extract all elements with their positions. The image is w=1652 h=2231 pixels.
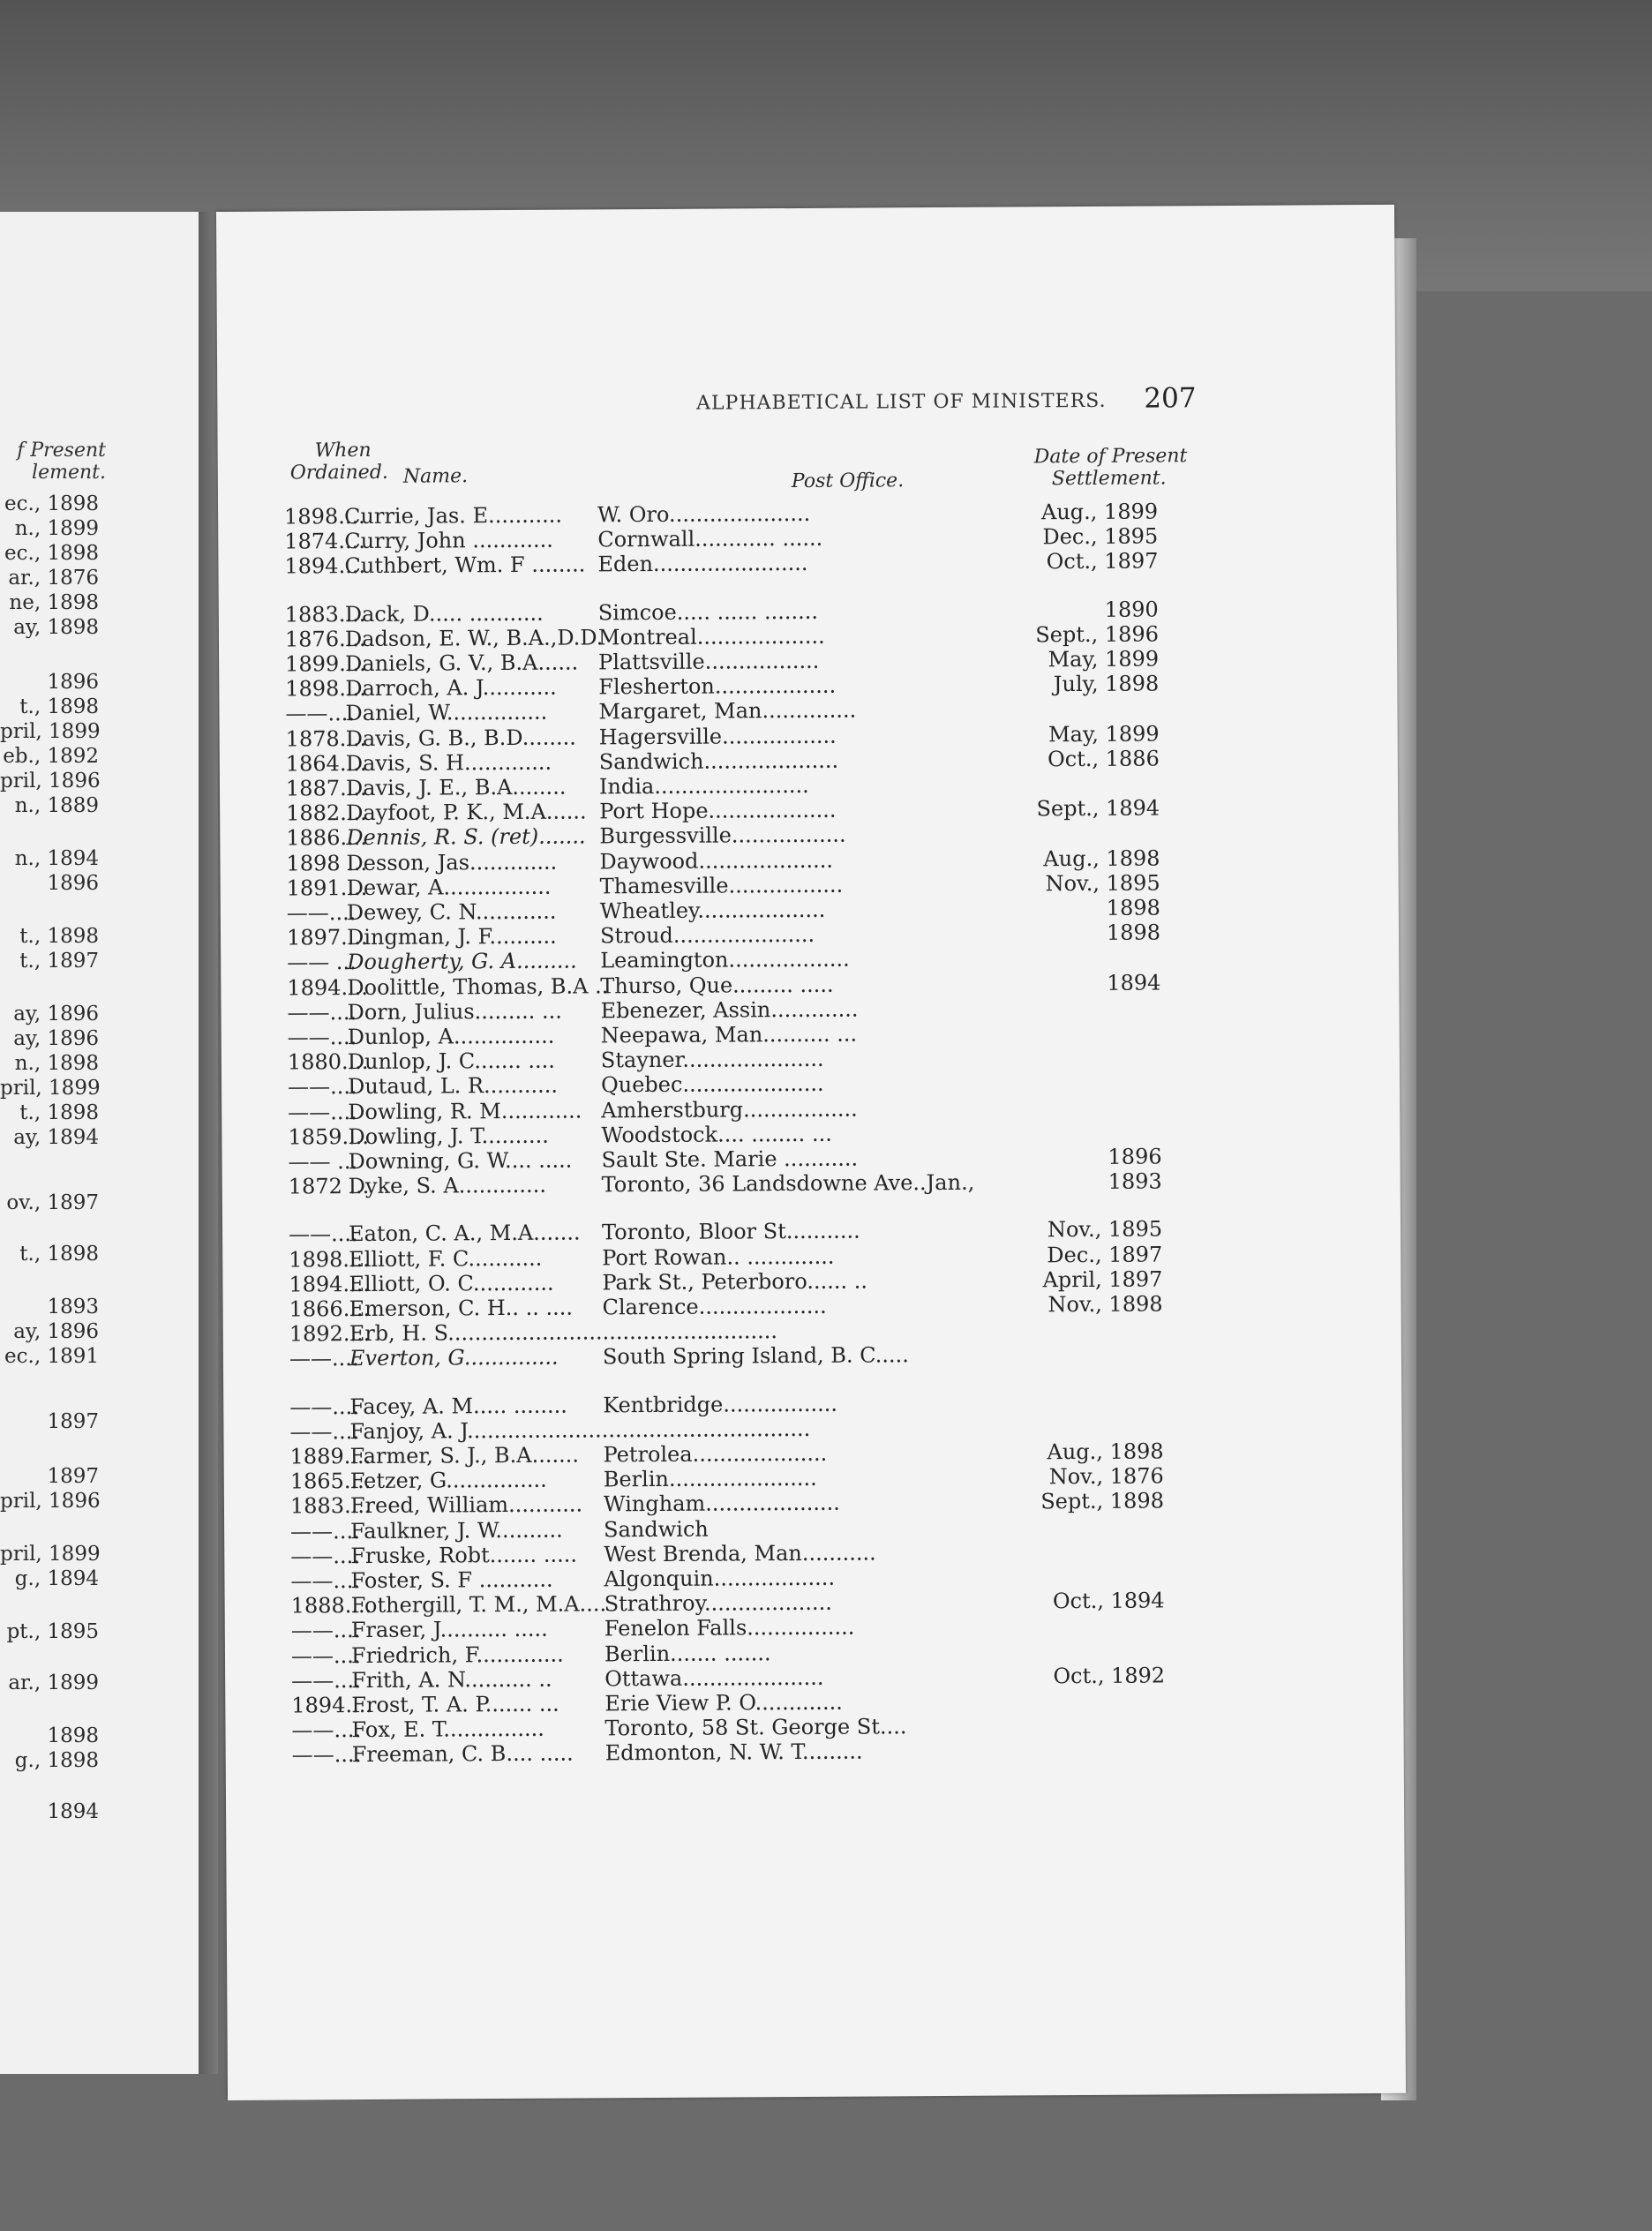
minister-name: Elliott, F. C........... [349, 1245, 543, 1272]
left-date-line: ov., 1897 [6, 1191, 99, 1214]
ordination-year: 1898.... [284, 503, 365, 530]
left-date-line: pt., 1895 [6, 1620, 99, 1643]
left-date-line: t., 1897 [19, 950, 99, 973]
ordination-year: ——.... [290, 1543, 360, 1569]
left-date-line: 1897 [47, 1410, 99, 1433]
minister-name: Fanjoy, A. J................................................... [349, 1416, 811, 1444]
post-office: Sandwich [604, 1516, 709, 1542]
left-column-header-line1: f Present [17, 439, 106, 462]
post-office: Fenelon Falls................ [604, 1615, 855, 1641]
left-date-line: n., 1898 [14, 1052, 99, 1075]
running-head: ALPHABETICAL LIST OF MINISTERS. [696, 389, 1107, 415]
settlement-date: Aug., 1898 [1043, 845, 1160, 871]
minister-name: Desson, Jas............. [346, 849, 558, 875]
ordination-year: ——.... [289, 1346, 359, 1371]
minister-name: Daniel, W............... [345, 700, 548, 726]
left-date-line: pril, 1896 [0, 770, 101, 792]
ordination-year: 1898.... [285, 676, 366, 702]
ordination-year: 1898 ... [286, 850, 368, 876]
settlement-date: Sept., 1894 [1036, 795, 1160, 822]
scan-background-bottom [0, 2100, 1652, 2231]
ordination-year: 1874.... [284, 529, 365, 554]
left-date-line: t., 1898 [19, 925, 99, 948]
minister-name: Cuthbert, Wm. F ........ [344, 552, 586, 579]
minister-name: Dutaud, L. R........... [347, 1073, 559, 1100]
ordination-year: ——.... [291, 1667, 361, 1694]
post-office: Hagersville................. [598, 723, 837, 749]
minister-name: Erb, H. S................................................. [349, 1318, 778, 1347]
minister-name: Dowling, R. M............ [348, 1098, 582, 1124]
post-office: Port Hope................... [599, 797, 837, 824]
left-page-fragment [0, 212, 201, 2074]
ordination-year: ——.... [288, 1221, 358, 1247]
settlement-date: Nov., 1895 [1045, 870, 1160, 897]
ordination-year: 1892.... [289, 1321, 371, 1347]
post-office: Petrolea.................... [603, 1440, 828, 1468]
left-date-line: ay, 1898 [13, 616, 99, 639]
post-office: Woodstock.... ........ ... [601, 1121, 832, 1148]
ordination-year: 1891.... [286, 875, 368, 901]
ordination-year: 1878.... [285, 725, 367, 752]
ordination-year: ——.... [291, 1742, 362, 1768]
ordination-year: ——.... [287, 1025, 357, 1050]
post-office: Thurso, Que......... ..... [600, 972, 834, 998]
post-office: Wheatley................... [599, 897, 826, 924]
ordination-year: ——.... [290, 1618, 361, 1643]
settlement-date: Nov., 1898 [1048, 1291, 1163, 1318]
ordination-year: 1894.... [289, 1271, 371, 1297]
post-office: Thamesville................. [599, 872, 844, 899]
ordination-year: ——.... [288, 1099, 357, 1125]
ordination-year: ——.... [290, 1568, 361, 1594]
col-head-ordained: Ordained. [289, 461, 388, 485]
minister-name: Davis, G. B., B.D........ [345, 725, 576, 751]
post-office: Burgessville................. [599, 823, 846, 849]
minister-name: Dougherty, G. A......... [347, 948, 577, 975]
ordination-year: 1887.... [285, 775, 367, 801]
minister-name: Fruske, Robt....... ..... [350, 1542, 577, 1568]
minister-name: Fothergill, T. M., M.A.... [350, 1591, 607, 1619]
ordination-year: 1876.... [284, 626, 366, 652]
minister-name: Davis, S. H............. [345, 749, 552, 776]
ordination-year: 1880.... [287, 1049, 369, 1075]
settlement-date: 1896 [1108, 1144, 1162, 1169]
left-date-line: 1894 [47, 1800, 99, 1823]
minister-name: Fraser, J.......... ..... [350, 1617, 548, 1643]
ordination-year: 1865.... [289, 1469, 372, 1494]
post-office: Plattsville................. [598, 648, 820, 675]
ordination-year: ——.... [289, 1393, 359, 1420]
post-office: Clarence................... [602, 1293, 827, 1320]
minister-name: Eaton, C. A., M.A....... [348, 1220, 581, 1247]
minister-name: Curry, John ............ [344, 527, 553, 554]
minister-name: Facey, A. M..... ........ [349, 1393, 567, 1419]
minister-name: Emerson, C. H.. .. .... [349, 1295, 574, 1322]
minister-name: Freeman, C. B.... ..... [351, 1740, 574, 1768]
minister-name: Fetzer, G............... [349, 1467, 547, 1494]
minister-name: Dack, D..... ........... [344, 600, 544, 627]
page-number: 207 [1144, 382, 1197, 415]
col-head-post-office: Post Office. [791, 469, 905, 493]
post-office: Berlin...................... [603, 1466, 817, 1492]
left-date-line: pril, 1899 [0, 720, 101, 743]
ordination-year: 1897.... [286, 925, 368, 950]
settlement-date [925, 1389, 1163, 1391]
left-date-line: t., 1898 [19, 1101, 99, 1124]
post-office: W. Oro..................... [597, 500, 811, 528]
settlement-date: Sept., 1896 [1035, 621, 1160, 648]
post-office: West Brenda, Man........... [604, 1540, 876, 1567]
settlement-date: Nov., 1895 [1047, 1216, 1163, 1243]
settlement-date: 1894 [1107, 970, 1161, 995]
ordination-year: 1889.... [289, 1443, 372, 1469]
ordination-year: ——.... [287, 1074, 357, 1100]
ordination-year: 1899.... [285, 650, 366, 677]
minister-entry [284, 549, 1158, 581]
minister-name: Foster, S. F ........... [350, 1566, 553, 1594]
minister-name: Fox, E. T............... [351, 1716, 544, 1743]
minister-name: Downing, G. W.... ..... [348, 1147, 573, 1175]
left-date-line: g., 1898 [14, 1749, 99, 1772]
settlement-date: Aug., 1899 [1040, 499, 1159, 525]
post-office: Flesherton.................. [598, 672, 837, 700]
minister-entry [289, 1169, 1162, 1201]
ordination-year: 1883.... [284, 601, 366, 627]
ordination-year: ——.... [290, 1518, 360, 1544]
settlement-date: Oct., 1897 [1046, 548, 1159, 575]
post-office: Quebec..................... [600, 1071, 824, 1098]
col-head-date-line1: Date of Present [1033, 445, 1188, 469]
post-office: Stayner..................... [600, 1046, 824, 1073]
ordination-year: 1894.... [291, 1692, 373, 1718]
ordination-year: ——.... [290, 1642, 361, 1669]
minister-name: Dennis, R. S. (ret)....... [346, 823, 586, 851]
ordination-year: ——.... [286, 900, 357, 926]
post-office: Stroud..................... [599, 922, 815, 949]
ordination-year: 1894.... [284, 553, 366, 579]
minister-name: Daniels, G. V., B.A...... [345, 650, 579, 677]
ordination-year: 1859.... [288, 1123, 370, 1150]
left-date-line: n., 1889 [14, 794, 99, 817]
ordination-year: ——.... [287, 999, 357, 1025]
minister-name: Dunlop, A............... [347, 1023, 555, 1050]
settlement-date: 1898 [1106, 895, 1160, 920]
col-head-when: When [314, 439, 372, 462]
left-date-line: n., 1899 [14, 517, 99, 540]
left-date-line: pril, 1896 [0, 1490, 101, 1513]
minister-name: Davis, J. E., B.A........ [345, 774, 567, 801]
left-date-line: ec., 1891 [4, 1345, 99, 1368]
post-office: Park St., Peterboro...... .. [602, 1268, 868, 1296]
minister-entry [292, 1738, 1166, 1769]
minister-name: Farmer, S. J., B.A....... [349, 1442, 580, 1469]
ordination-year: ——.... [291, 1717, 362, 1743]
settlement-date: Sept., 1898 [1040, 1488, 1165, 1514]
left-date-line: ar., 1876 [8, 567, 99, 590]
settlement-date: Dec., 1897 [1047, 1242, 1163, 1267]
book-gutter [199, 212, 218, 2074]
settlement-date: Nov., 1876 [1048, 1463, 1164, 1490]
minister-name: Freed, William........... [349, 1491, 583, 1519]
ordination-year: —— ... [288, 1149, 358, 1175]
post-office: Wingham.................... [603, 1491, 840, 1517]
book-page [216, 205, 1406, 2100]
settlement-date: April, 1897 [1042, 1266, 1163, 1293]
ordination-year: 1883.... [289, 1493, 372, 1519]
post-office: Daywood.................... [599, 847, 834, 874]
minister-name: Dayfoot, P. K., M.A...... [346, 799, 587, 826]
col-head-date-line2: Settlement. [1051, 467, 1167, 491]
minister-name: Dyke, S. A............. [348, 1172, 546, 1199]
settlement-date: Aug., 1898 [1047, 1439, 1164, 1465]
post-office: Ebenezer, Assin............. [600, 996, 859, 1024]
minister-name: Elliott, O. C............ [349, 1270, 554, 1296]
post-office: Port Rowan.. ............. [602, 1243, 835, 1270]
ordination-year: 1886.... [286, 825, 368, 851]
minister-name: Frith, A. N.......... .. [351, 1666, 552, 1693]
ordination-year: 1882.... [286, 800, 367, 826]
left-date-line: n., 1894 [14, 847, 99, 870]
post-office: Amherstburg................. [601, 1096, 858, 1123]
settlement-date: 1898 [1106, 920, 1161, 946]
settlement-date: July, 1898 [1053, 671, 1160, 697]
left-date-line: t., 1898 [19, 695, 99, 718]
minister-name: Faulkner, J. W.......... [350, 1517, 563, 1544]
minister-name: Dunlop, J. C....... .... [347, 1048, 555, 1075]
minister-name: Darroch, A. J........... [345, 674, 557, 702]
post-office: Toronto, 58 St. George St.... [604, 1714, 907, 1741]
settlement-date: Oct., 1892 [1053, 1663, 1166, 1689]
post-office: Sandwich.................... [598, 747, 839, 775]
minister-name: Dingman, J. F.......... [346, 923, 557, 950]
left-date-line: 1896 [47, 872, 99, 895]
ordination-year: 1872 ... [288, 1174, 370, 1199]
settlement-date: Dec., 1895 [1042, 523, 1159, 550]
left-date-line: pril, 1899 [0, 1543, 101, 1566]
ordination-year: 1898.... [289, 1246, 370, 1273]
minister-name: Frost, T. A. P....... ... [351, 1691, 559, 1718]
minister-name: Dorn, Julius......... ... [347, 998, 562, 1025]
post-office: Kentbridge................. [603, 1391, 838, 1417]
minister-name: Friedrich, F............. [350, 1641, 564, 1668]
post-office: Simcoe..... ...... ........ [597, 598, 819, 625]
left-date-line: ay, 1896 [13, 1003, 99, 1025]
post-office: Strathroy................... [604, 1589, 832, 1617]
left-date-line: ay, 1896 [13, 1027, 99, 1050]
left-date-line: ay, 1894 [13, 1126, 99, 1149]
minister-name: Dewar, A................ [346, 874, 552, 900]
post-office: Montreal................... [597, 623, 825, 650]
ordination-year: —— ... [287, 950, 357, 975]
post-office: Neepawa, Man.......... ... [600, 1021, 858, 1048]
post-office: South Spring Island, B. C..... [602, 1342, 909, 1370]
ordination-year: ——.... [289, 1418, 360, 1445]
post-office: Ottawa..................... [604, 1664, 824, 1692]
minister-name: Doolittle, Thomas, B.A .. [347, 973, 609, 1000]
left-date-line: 1898 [47, 1724, 99, 1747]
settlement-date: Oct., 1886 [1047, 746, 1160, 772]
left-date-line: t., 1898 [19, 1243, 99, 1266]
col-head-name: Name. [402, 465, 469, 488]
minister-name: Dowling, J. T.......... [348, 1123, 549, 1149]
post-office: India....................... [598, 772, 809, 800]
post-office: Toronto, Bloor St........... [601, 1218, 860, 1245]
left-date-line: ar., 1899 [8, 1671, 99, 1694]
minister-name: Dadson, E. W., B.A.,D.D. [344, 625, 604, 651]
minister-name: Everton, G.............. [349, 1345, 559, 1371]
ordination-year: 1894.... [287, 974, 369, 1001]
left-date-line: ne, 1898 [9, 591, 99, 614]
left-date-line: 1896 [47, 671, 99, 694]
settlement-date: May, 1899 [1048, 646, 1160, 672]
left-date-line: ec., 1898 [4, 492, 99, 515]
left-date-line: g., 1894 [14, 1567, 99, 1590]
settlement-date: 1893 [1108, 1168, 1162, 1195]
ordination-year: 1866.... [289, 1296, 371, 1322]
post-office: Leamington.................. [600, 947, 850, 973]
left-date-line: pril, 1899 [0, 1077, 101, 1100]
post-office: Cornwall............ ...... [597, 525, 823, 552]
left-date-line: ec., 1898 [4, 542, 99, 565]
post-office: Sault Ste. Marie ........... [601, 1146, 859, 1173]
post-office: Berlin....... ....... [604, 1640, 771, 1666]
post-office: Toronto, 36 Landsdowne Ave..Jan., [601, 1169, 975, 1198]
post-office: Eden....................... [597, 551, 808, 577]
left-column-header-line2: lement. [32, 462, 106, 484]
post-office: Edmonton, N. W. T......... [604, 1739, 863, 1766]
left-date-line: 1897 [47, 1465, 99, 1488]
minister-entry [289, 1341, 1163, 1373]
settlement-date: May, 1899 [1048, 721, 1160, 747]
left-date-line: ay, 1896 [13, 1320, 99, 1343]
left-date-line: 1893 [47, 1296, 99, 1318]
post-office: Erie View P. O............. [604, 1689, 843, 1716]
minister-name: Dewey, C. N............ [346, 898, 557, 926]
ordination-year: 1864.... [285, 750, 367, 777]
minister-name: Currie, Jas. E........... [344, 502, 563, 530]
post-office: Margaret, Man.............. [598, 697, 857, 725]
ordination-year: ——.... [285, 701, 356, 726]
ordination-year: 1888.... [290, 1593, 372, 1619]
left-date-line: eb., 1892 [3, 745, 99, 768]
post-office: Algonquin.................. [604, 1565, 836, 1592]
settlement-date: 1890 [1104, 597, 1159, 622]
settlement-date: Oct., 1894 [1052, 1588, 1165, 1614]
